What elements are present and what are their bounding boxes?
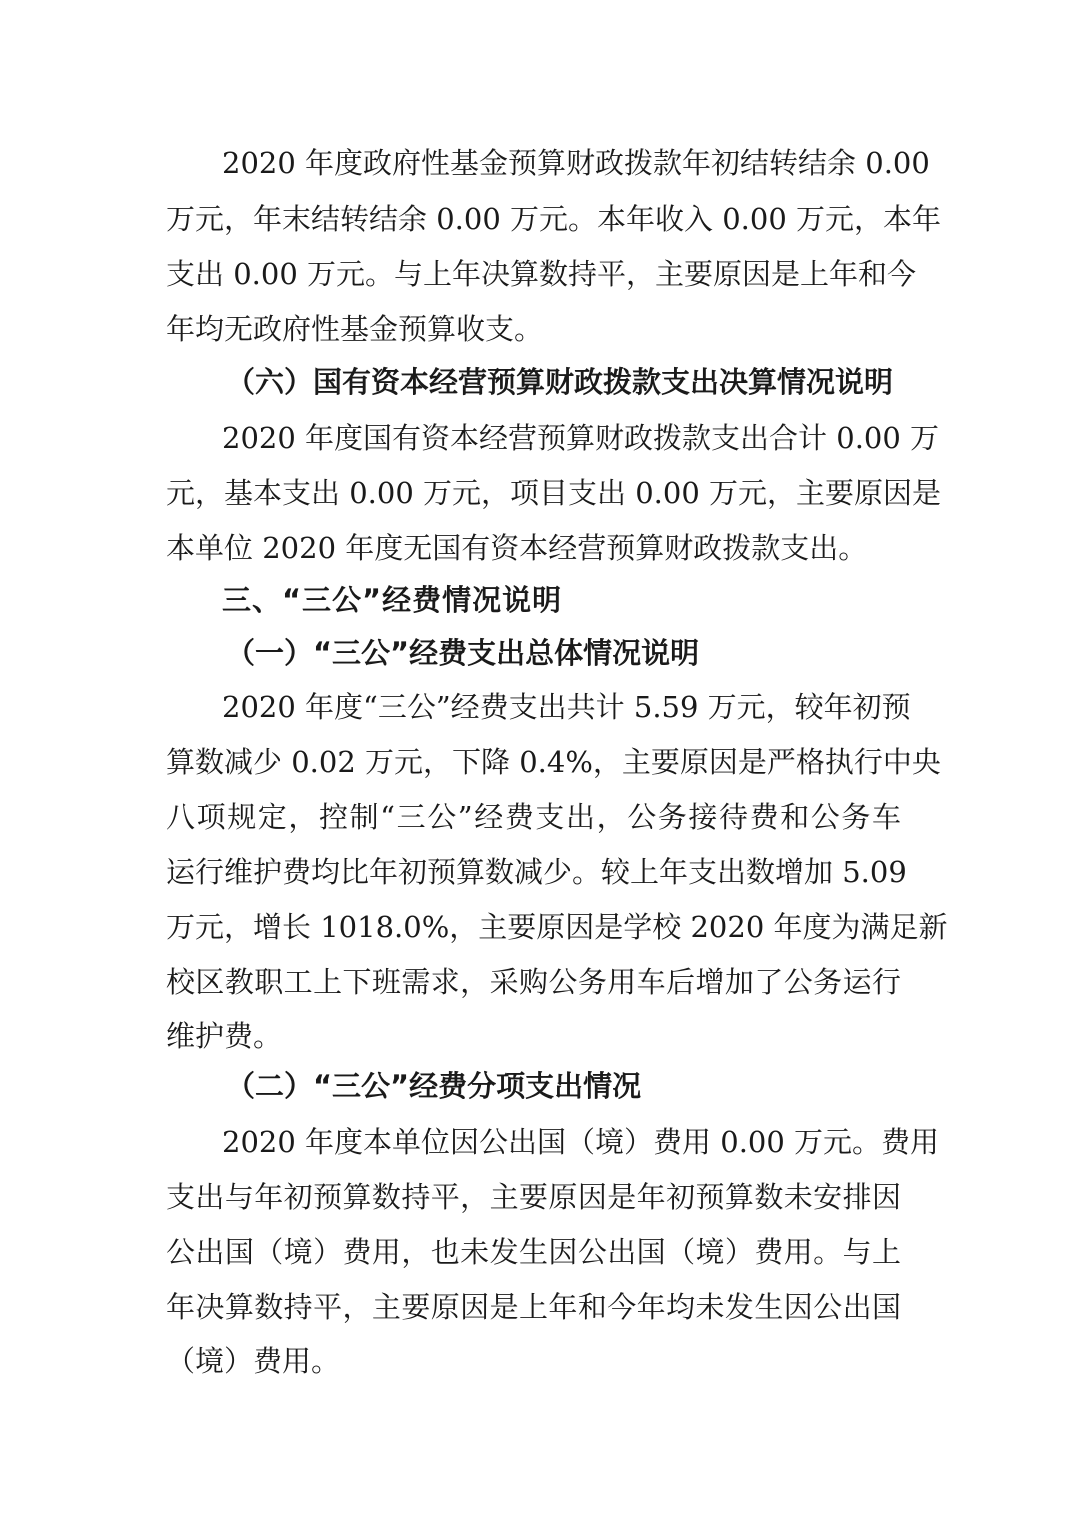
paragraph-line: 算数减少 0.02 万元，下降 0.4%，主要原因是严格执行中央 [166, 745, 941, 779]
paragraph-line: 2020 年度政府性基金预算财政拨款年初结转结余 0.00 [222, 146, 930, 180]
paragraph-line: 2020 年度“三公”经费支出共计 5.59 万元，较年初预 [222, 690, 911, 724]
chapter-heading: 三、“三公”经费情况说明 [222, 583, 563, 617]
paragraph-line: 万元，年末结转结余 0.00 万元。本年收入 0.00 万元，本年 [166, 202, 942, 236]
paragraph-line: 2020 年度国有资本经营预算财政拨款支出合计 0.00 万 [222, 421, 940, 455]
paragraph-line: 八项规定，控制“三公”经费支出，公务接待费和公务车 [166, 800, 901, 834]
paragraph-line: 支出 0.00 万元。与上年决算数持平，主要原因是上年和今 [166, 257, 917, 291]
paragraph-line: 年决算数持平，主要原因是上年和今年均未发生因公出国 [166, 1290, 901, 1324]
section-heading: （二）“三公”经费分项支出情况 [226, 1069, 642, 1103]
paragraph-line: 公出国（境）费用，也未发生因公出国（境）费用。与上 [166, 1235, 901, 1269]
paragraph-line: 运行维护费均比年初预算数减少。较上年支出数增加 5.09 [166, 855, 907, 889]
paragraph-line: 本单位 2020 年度无国有资本经营预算财政拨款支出。 [166, 531, 868, 565]
paragraph-line: 维护费。 [166, 1019, 283, 1053]
section-heading: （一）“三公”经费支出总体情况说明 [226, 636, 700, 670]
paragraph-line: 2020 年度本单位因公出国（境）费用 0.00 万元。费用 [222, 1125, 940, 1159]
paragraph-line: 万元，增长 1018.0%，主要原因是学校 2020 年度为满足新 [166, 910, 948, 944]
paragraph-line: （境）费用。 [166, 1344, 341, 1378]
paragraph-line: 元，基本支出 0.00 万元，项目支出 0.00 万元，主要原因是 [166, 476, 942, 510]
paragraph-line: 支出与年初预算数持平，主要原因是年初预算数未安排因 [166, 1180, 901, 1214]
paragraph-line: 年均无政府性基金预算收支。 [166, 312, 544, 346]
section-heading: （六）国有资本经营预算财政拨款支出决算情况说明 [226, 365, 894, 399]
paragraph-line: 校区教职工上下班需求，采购公务用车后增加了公务运行 [166, 965, 901, 999]
